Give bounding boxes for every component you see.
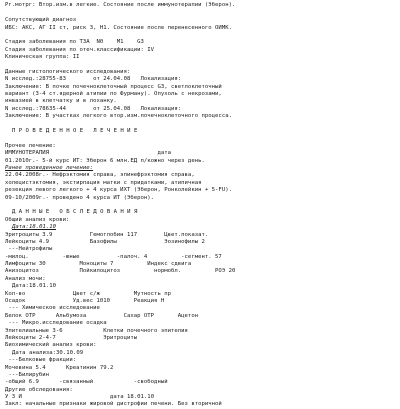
clinical-group: Клиническая группа: II — [5, 54, 80, 61]
blood-line: Эритроциты 3.9 Гемоглобин 117 Цвет.показат. — [5, 231, 209, 238]
blank-line — [0, 121, 400, 128]
biochem-line: ---Белковые фракции: — [5, 357, 77, 364]
concomitant-title: Сопутствующий диагноз — [5, 17, 77, 24]
histology-1-line: вариант (3-4 ст.ядерной атипии по Фурману). Опухоль с некрозами, — [5, 91, 222, 98]
current-treatment-type: ИММУНОТЕРАПИЯ — [5, 150, 50, 157]
usi-label: У З И — [5, 394, 22, 401]
histology-1-line: инвазией в клетчатку и в лоханку. — [5, 98, 117, 105]
urine-date: Дата:18.01.10 — [12, 283, 57, 290]
histology-2-header: N исслед.:78635-44 от 25.04.08 Локализация: — [5, 105, 182, 112]
urine-line: Осадок Уд.вес 1010 Реакция Н — [5, 298, 165, 305]
earlier-treatment-title: Ранее проведенное лечение: — [5, 164, 94, 171]
usi-date: дата 18.01.10 — [110, 394, 155, 401]
other-usi-row — [0, 394, 400, 401]
biochem-title: Биохимический анализ крови: — [5, 342, 97, 349]
current-treatment-title: Прочее лечение: — [5, 142, 56, 149]
blood-line: Анизоцитоз Пойкилоцитоз нормобл. РОЭ 20 — [5, 268, 236, 275]
diagnosis-line: Рг.мотрг: Втор.изм.в легкие. Состояние после иммунотерапии (Эберон). — [5, 2, 236, 9]
urine-line: --- Микро.исследование осадка — [5, 320, 107, 327]
histology-title: Данные гистологического исследования: — [5, 68, 131, 75]
stage-tnm: Стадия заболевания по T3A N0 M1 G3 — [5, 39, 144, 46]
biochem-line: Мочевина 5.4 Креатинин 79.2 — [5, 364, 114, 371]
urine-title: Анализ мочи: — [5, 275, 46, 282]
earlier-treatment-line: резекция левого легкого + 4 курса ИХТ (Эберон, Ронколейкин + 5-FU). — [5, 187, 232, 194]
earlier-treatment-line: 22.04.2008г.- Нефрэктомия справа, эпинефрэктомия справа, — [5, 172, 195, 179]
earlier-treatment-line: холецистэктомия, экстирпация матки с придатками, атипичная — [5, 179, 202, 186]
earlier-treatment-line: 09-10/2009г.- проведено 4 курса ИТ (Эберон). — [5, 194, 155, 201]
blood-line: -милоц. -юные -палоч. 4 -сегмент. 57 — [5, 253, 222, 260]
biochem-line: ---Билирубин — [5, 371, 50, 378]
histology-1-line: Заключение: В почке почечноклеточный процесс G3, светлоклеточный — [5, 83, 222, 90]
biochem-line: -общий 6.9 -связанный -свободный — [5, 379, 168, 386]
concomitant-text: ИБС: АКС, АГ II ст, риск 3, Н1. Состояние после перенесенного ОИМК. — [5, 24, 232, 31]
current-treatment-row — [0, 150, 400, 157]
urine-line: Кол-во Цвет с/ж Мутность пр — [5, 290, 171, 297]
blank-line — [0, 62, 400, 69]
blood-line: Лейкоциты 4.9 Базофилы Эозинофилы 2 — [5, 238, 205, 245]
blank-line — [0, 202, 400, 209]
blank-line — [0, 10, 400, 17]
biochem-date: Дата анализа:30.10.09 — [12, 349, 84, 356]
other-exams-title: Другие обследования: — [5, 386, 73, 393]
current-treatment-line: 01.2010г.- 5-й курс ИТ: Эберон 6 млн.ЕД п/кожно через день. — [5, 157, 205, 164]
stage-national: Стадия заболевания по отеч.классификации: IV — [5, 46, 155, 53]
histology-2-line: Заключение: В участках легкого втор.изм.почечноклеточного процесса. — [5, 113, 232, 120]
urine-line: Эпителиальные 3-6 Клетки почечного эпителия — [5, 327, 188, 334]
blood-line: Лимфоциты 30 Моноциты 7 Индекс сдвига — [5, 261, 192, 268]
urine-line: --- Химическое исследование — [5, 305, 100, 312]
blank-line — [0, 135, 400, 142]
exams-heading: Д А Н Н Ы Е О Б С Л Е Д О В А Н И Я — [12, 209, 138, 216]
urine-line: Лейкоциты 2-4-7 Эритроциты — [5, 334, 138, 341]
urine-line: Белок ОТР Альбумоза Сахар ОТР Ацетон — [5, 312, 199, 319]
blood-line: ---Нейтрофилы — [5, 246, 53, 253]
blood-title: Общий анализ крови: — [5, 216, 70, 223]
usi-conclusion: Закл: начальные признаки жировой дистрофии печени. Без вторичной — [5, 401, 222, 408]
treatment-heading: П Р О В Е Д Е Н Н О Е Л Е Ч Е Н И Е — [12, 128, 138, 135]
blank-line — [0, 32, 400, 39]
current-treatment-date-label: дата — [157, 150, 172, 157]
blood-date: Дата:18.01.10 — [12, 224, 57, 231]
histology-1-header: N исслед.:28755-83 от 24.04.08 Локализация: — [5, 76, 182, 83]
